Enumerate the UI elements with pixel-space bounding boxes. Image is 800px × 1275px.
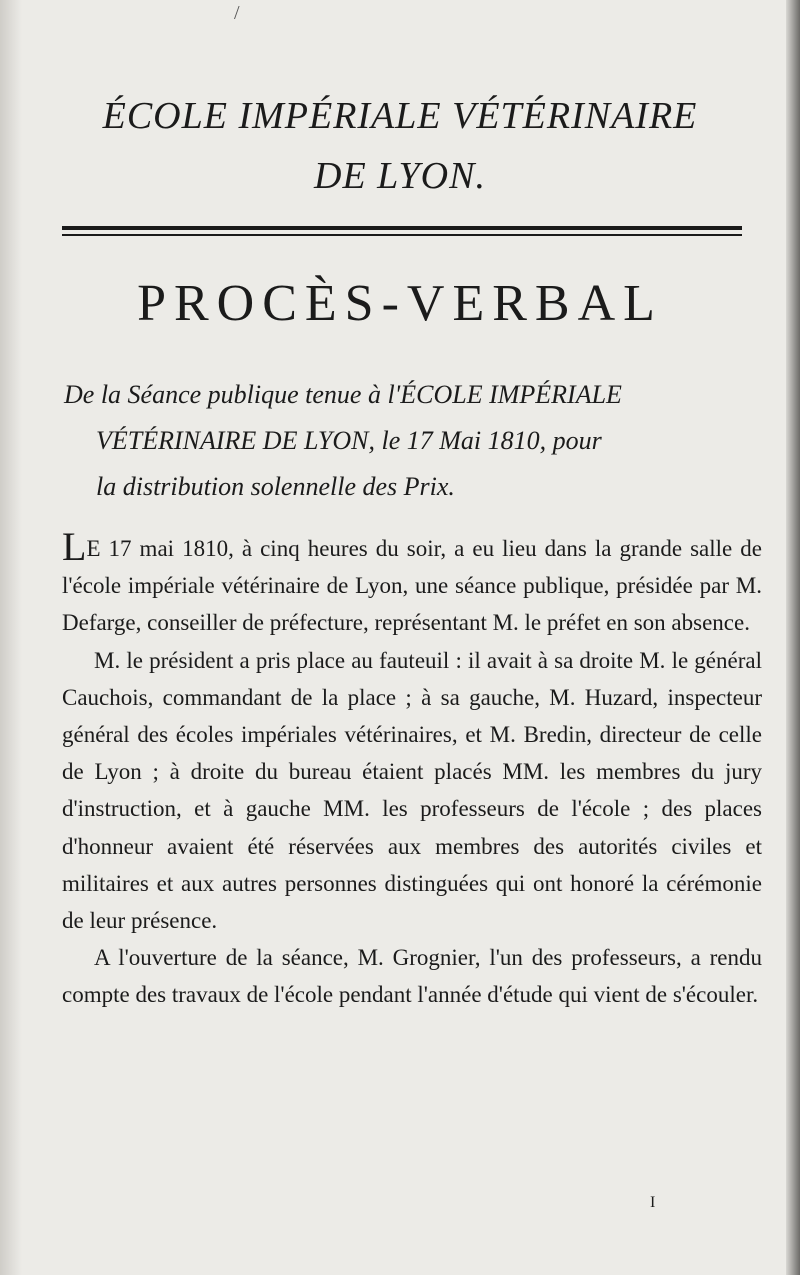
- drop-cap: L: [62, 524, 87, 569]
- rule-thin: [62, 234, 742, 236]
- subtitle-line-1: De la Séance publique tenue à l'ÉCOLE IMPÉRIALE: [64, 380, 622, 409]
- paragraph-3: A l'ouverture de la séance, M. Grognier, l'un des professeurs, a rendu compte des travaux de l'école pendant l'année d'étude qui vient de s'écouler.: [62, 945, 762, 1008]
- rule-thick: [62, 226, 742, 230]
- running-head: [0, 86, 800, 206]
- double-rule: [62, 226, 742, 236]
- subtitle-line-3: la distribution solennelle des Prix.: [96, 472, 455, 501]
- paragraph-2: M. le président a pris place au fauteuil : il avait à sa droite M. le général Cauchois, commandant de la place ; à sa gauche, M. Huzard, inspecteur général des écoles impériales vétérinaires, et M. Bredin, directeur de celle de Lyon ; à droite du bureau étaient placés MM. les membres du jury d'instruction, et à gauche MM. les professeurs de l'école ; des places d'honneur avaient été réservées aux membres des autorités civiles et militaires et aux autres personnes distinguées qui ont honoré la cérémonie de leur présence.: [62, 647, 762, 934]
- running-head-line-2: DE LYON.: [314, 155, 486, 197]
- running-head-line-1: ÉCOLE IMPÉRIALE VÉTÉRINAIRE: [102, 95, 698, 137]
- subtitle-line-2: VÉTÉRINAIRE DE LYON, le 17 Mai 1810, pour: [96, 426, 602, 455]
- page-signature-mark: I: [650, 1194, 656, 1211]
- body-text: [62, 524, 762, 1014]
- paragraph-1: [62, 524, 762, 642]
- paragraph-1-text: E 17 mai 1810, à cinq heures du soir, a eu lieu dans la grande salle de l'école impériale vétérinaire de Lyon, une séance publique, présidée par M. Defarge, conseiller de préfecture, représentant M. le préfet en son absence.: [62, 536, 762, 636]
- page-title: PROCÈS-VERBAL: [137, 275, 663, 332]
- subtitle: [64, 372, 764, 510]
- top-mark: /: [234, 2, 240, 24]
